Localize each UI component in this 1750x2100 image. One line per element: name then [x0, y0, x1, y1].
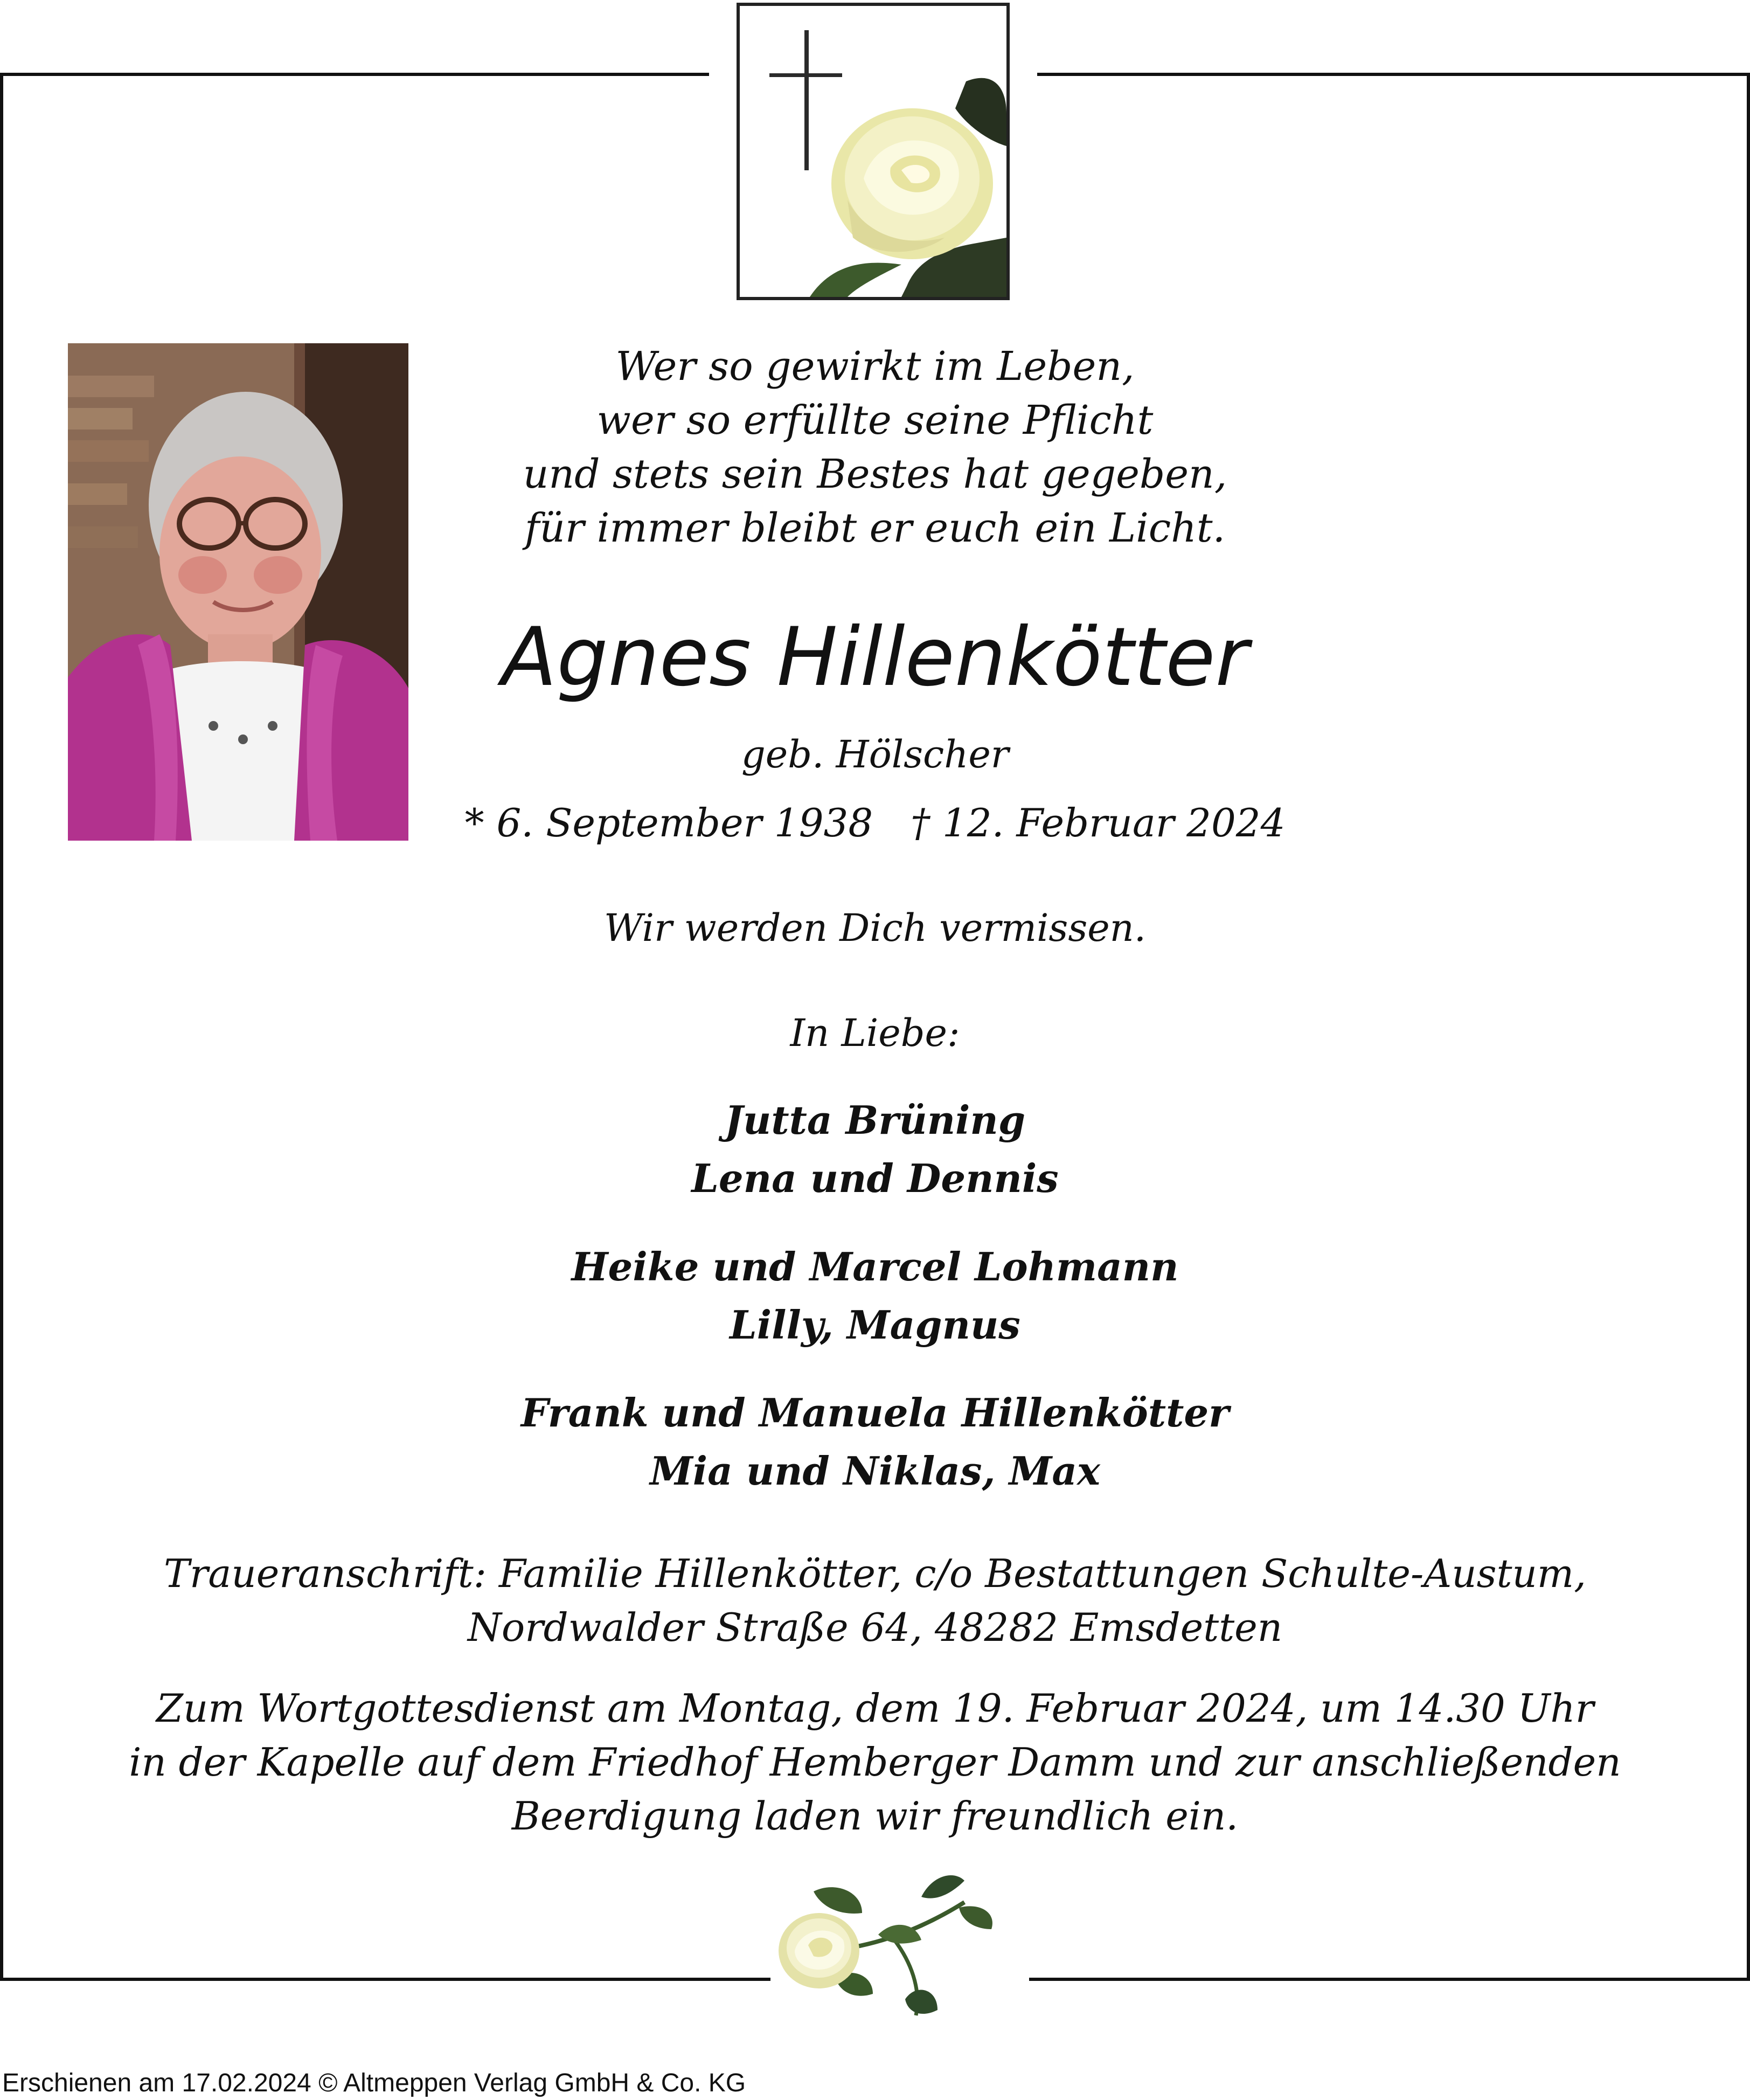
service-line: Zum Wortgottesdienst am Montag, dem 19. Februar 2024, um 14.30 Uhr [156, 1686, 1594, 1731]
rose-branch-icon [770, 1870, 1029, 2032]
maiden-name: geb. Hölscher [741, 732, 1009, 777]
frame-top-left [0, 73, 709, 76]
frame-bottom-right [1029, 1978, 1750, 1981]
poem-line: wer so erfüllte seine Pflicht [596, 397, 1154, 443]
deceased-name: Agnes Hillenkötter [501, 611, 1249, 704]
publication-footer: Erschienen am 17.02.2024 © Altmeppen Verlag GmbH & Co. KG [2, 2069, 746, 2097]
poem-line: Wer so gewirkt im Leben, [615, 343, 1135, 390]
farewell-text: Wir werden Dich vermissen. [603, 906, 1147, 950]
poem [0, 339, 1750, 555]
service-line: in der Kapelle auf dem Friedhof Hemberger Damm und zur anschließenden [129, 1739, 1621, 1785]
frame-top-right [1037, 73, 1750, 76]
mourning-address [0, 1547, 1750, 1654]
birth-date: * 6. September 1938 [464, 800, 873, 845]
family-line: Mia und Niklas, Max [650, 1448, 1100, 1494]
frame-bottom-left [0, 1978, 770, 1981]
love-intro: In Liebe: [790, 1011, 960, 1055]
death-date: † 12. Februar 2024 [911, 800, 1286, 845]
poem-line: und stets sein Bestes hat gegeben, [523, 451, 1227, 497]
address-line: Nordwalder Straße 64, 48282 Emsdetten [467, 1605, 1283, 1650]
poem-line: für immer bleibt er euch ein Licht. [524, 505, 1226, 551]
life-dates [0, 798, 1750, 849]
family-group [0, 1238, 1750, 1354]
cross-icon [740, 6, 1006, 297]
family-line: Lilly, Magnus [730, 1302, 1020, 1348]
family-line: Lena und Dennis [691, 1155, 1059, 1201]
family-line: Heike und Marcel Lohmann [571, 1244, 1179, 1290]
cross-rose-emblem [737, 3, 1010, 300]
family-line: Frank und Manuela Hillenkötter [520, 1390, 1230, 1436]
service-invitation [0, 1681, 1750, 1843]
service-line: Beerdigung laden wir freundlich ein. [511, 1793, 1239, 1839]
family-group [0, 1091, 1750, 1208]
family-line: Jutta Brüning [724, 1097, 1026, 1143]
family-group [0, 1384, 1750, 1500]
address-line: Traueranschrift: Familie Hillenkötter, c/o Bestattungen Schulte-Austum, [163, 1551, 1587, 1596]
